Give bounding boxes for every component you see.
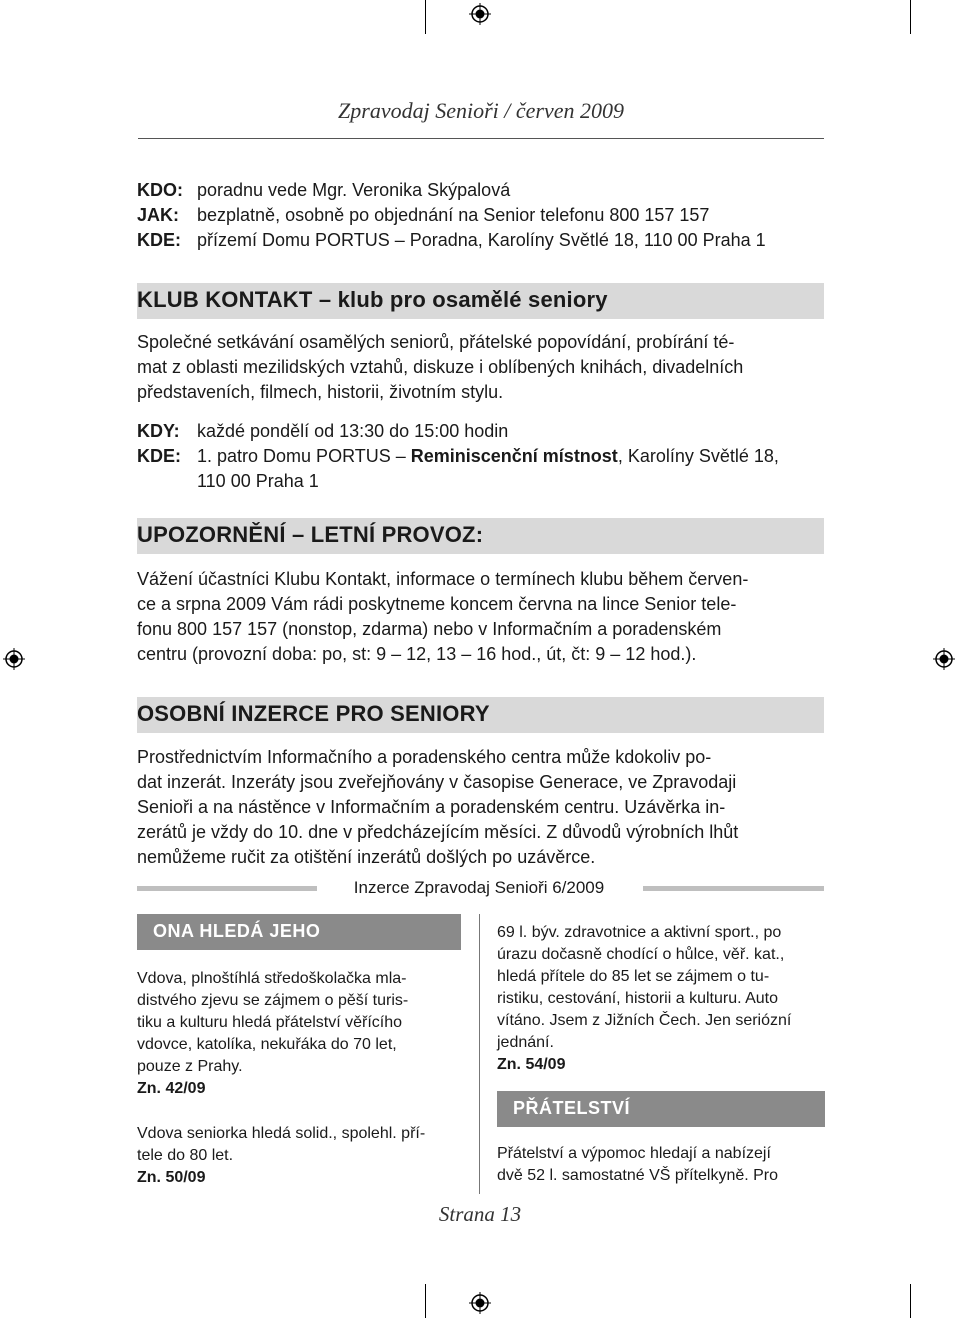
text-line: hledá přítele do 85 let se zájmem o tu- xyxy=(497,968,770,985)
text-line: Senioři a na nástěnce v Informačním a poradenském centru. Uzávěrka in- xyxy=(137,797,726,817)
text-line: Přátelství a výpomoc hledají a nabízejí xyxy=(497,1145,771,1162)
registration-mark-icon xyxy=(3,648,25,670)
text-line: mat z oblasti mezilidských vztahů, diskuze i oblíbených knihách, divadelních xyxy=(137,357,744,377)
text-line: fonu 800 157 157 (nonstop, zdarma) nebo v Informačním a poradenském xyxy=(137,619,722,639)
category-heading-text: ONA HLEDÁ JEHO xyxy=(153,921,321,941)
upozorneni-text xyxy=(137,567,827,667)
info-key: KDE: xyxy=(137,446,181,466)
section-heading-text: OSOBNÍ INZERCE PRO SENIORY xyxy=(137,701,490,726)
registration-mark-icon xyxy=(469,1292,491,1314)
klub-schedule xyxy=(137,419,827,494)
text-line: tele do 80 let. xyxy=(137,1147,234,1164)
info-key: KDY: xyxy=(137,421,180,441)
text-line: 69 l. býv. zdravotnice a aktivní sport., po xyxy=(497,924,782,941)
section-heading-upozorneni xyxy=(137,518,824,554)
ad-54-09 xyxy=(497,922,825,1076)
info-row-kde xyxy=(137,228,827,253)
category-heading-text: PŘÁTELSTVÍ xyxy=(513,1098,631,1118)
category-heading-pratelstvi xyxy=(497,1091,825,1127)
klub-description xyxy=(137,330,827,405)
info-value: 1. patro Domu PORTUS – xyxy=(197,446,411,466)
text-line: Vážení účastníci Klubu Kontakt, informace o termínech klubu během červen- xyxy=(137,569,749,589)
running-header: Zpravodaj Senioři / červen 2009 xyxy=(338,98,624,123)
ad-50-09 xyxy=(137,1123,464,1189)
section-heading-klub xyxy=(137,283,824,319)
info-value: přízemí Domu PORTUS – Poradna, Karolíny Světlé 18, 110 00 Praha 1 xyxy=(197,230,766,250)
info-row-kde xyxy=(137,444,827,494)
text-line: centru (provozní doba: po, st: 9 – 12, 13 – 16 hod., út, čt: 9 – 12 hod.). xyxy=(137,644,697,664)
crop-mark-bottom-right xyxy=(910,1284,911,1318)
text-line: pouze z Prahy. xyxy=(137,1058,243,1075)
header-rule xyxy=(138,138,824,139)
text-line: dvě 52 l. samostatné VŠ přítelkyně. Pro xyxy=(497,1167,779,1184)
info-row-jak xyxy=(137,203,827,228)
crop-mark-top-right xyxy=(910,0,911,34)
issue-rule-left xyxy=(137,886,317,891)
ad-code: Zn. 50/09 xyxy=(137,1169,206,1186)
text-line: nemůžeme ručit za otištění inzerátů došlých po uzávěrce. xyxy=(137,847,596,867)
section-heading-text: UPOZORNĚNÍ – LETNÍ PROVOZ: xyxy=(137,522,484,547)
text-line: tiku a kulturu hledá přátelství věřícího xyxy=(137,1014,403,1031)
text-line: ristiku, cestování, historii a kulturu. Auto xyxy=(497,990,779,1007)
info-value: poradnu vede Mgr. Veronika Skýpalová xyxy=(197,180,511,200)
ad-code: Zn. 54/09 xyxy=(497,1056,566,1073)
inzerce-text xyxy=(137,745,827,870)
text-line: ce a srpna 2009 Vám rádi poskytneme koncem června na lince Senior tele- xyxy=(137,594,737,614)
section-heading-text: KLUB KONTAKT – klub pro osamělé seniory xyxy=(137,287,608,312)
ad-code: Zn. 42/09 xyxy=(137,1080,206,1097)
section-heading-inzerce xyxy=(137,697,824,733)
info-row-kdo xyxy=(137,178,827,203)
crop-mark-top-left xyxy=(425,0,426,34)
info-value: 110 00 Praha 1 xyxy=(197,471,319,491)
text-line: zerátů je vždy do 10. dne v předcházejícím měsíci. Z důvodů výrobních lhůt xyxy=(137,822,739,842)
page-number: Strana 13 xyxy=(438,1202,522,1226)
room-name: Reminiscenční místnost xyxy=(410,446,618,466)
registration-mark-icon xyxy=(933,648,955,670)
text-line: úrazu dočasně chodící o hůlce, věř. kat., xyxy=(497,946,785,963)
info-key: KDE: xyxy=(137,230,181,250)
crop-mark-bottom-left xyxy=(425,1284,426,1318)
column-divider xyxy=(479,914,480,1194)
issue-title: Inzerce Zpravodaj Senioři 6/2009 xyxy=(353,878,605,897)
info-key: KDO: xyxy=(137,180,183,200)
intro-info xyxy=(137,178,827,253)
text-line: dat inzerát. Inzeráty jsou zveřejňovány v časopise Generace, ve Zpravodaji xyxy=(137,772,737,792)
issue-rule-right xyxy=(643,886,824,891)
registration-mark-icon xyxy=(469,3,491,25)
ad-42-09 xyxy=(137,968,464,1100)
text-line: jednání. xyxy=(497,1034,554,1051)
text-line: Vdova seniorka hledá solid., spolehl. pří- xyxy=(137,1125,426,1142)
text-line: vítáno. Jsem z Jižních Čech. Jen seriózní xyxy=(497,1012,792,1029)
text-line: Vdova, plnoštíhlá středoškolačka mla- xyxy=(137,970,407,987)
text-line: Společné setkávání osamělých seniorů, přátelské popovídání, probírání té- xyxy=(137,332,735,352)
text-line: Prostřednictvím Informačního a poradenského centra může kdokoliv po- xyxy=(137,747,712,767)
text-line: vdovce, katolíka, nekuřáka do 70 let, xyxy=(137,1036,397,1053)
text-line: distvého zjevu se zájmem o pěší turis- xyxy=(137,992,409,1009)
info-key: JAK: xyxy=(137,205,180,225)
text-line: představeních, filmech, historii, životním stylu. xyxy=(137,382,504,402)
info-row-kdy xyxy=(137,419,827,444)
ad-pratelstvi xyxy=(497,1143,825,1187)
info-value: , Karolíny Světlé 18, xyxy=(617,446,779,466)
info-value: každé pondělí od 13:30 do 15:00 hodin xyxy=(197,421,509,441)
category-heading-ona-hleda-jeho xyxy=(137,914,461,950)
info-value: bezplatně, osobně po objednání na Senior telefonu 800 157 157 xyxy=(197,205,710,225)
